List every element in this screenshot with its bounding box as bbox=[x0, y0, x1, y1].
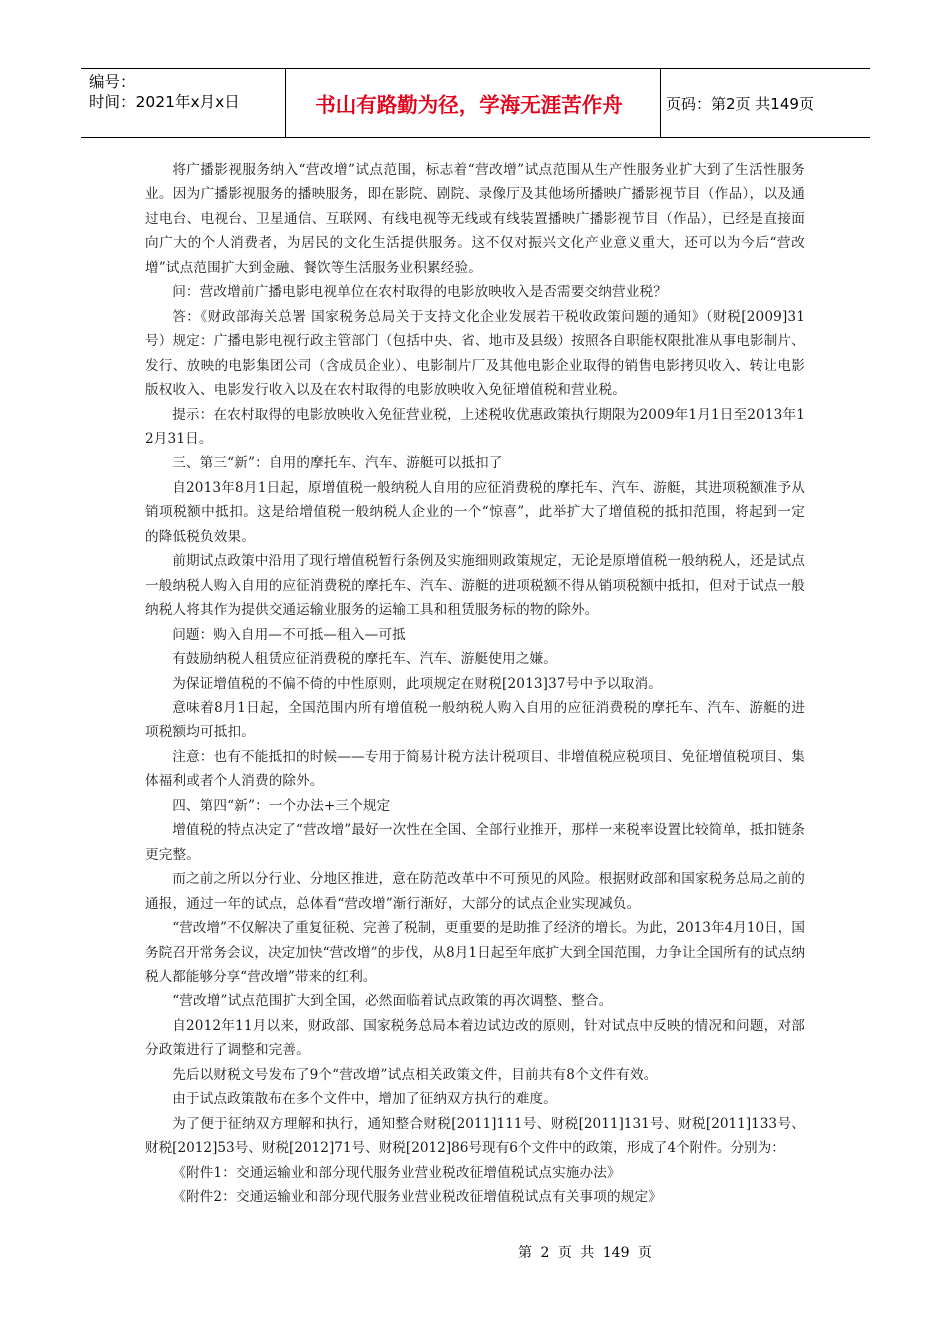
tip-paragraph: 提示：在农村取得的电影放映收入免征营业税，上述税收优惠政策执行期限为2009年1月1日至2013年12月31日。 bbox=[145, 406, 805, 447]
header-divider bbox=[660, 69, 661, 137]
footer-page-number: 第 2 页 共 149 页 bbox=[518, 1245, 652, 1261]
document-number-label: 编号： bbox=[89, 73, 136, 91]
paragraph: 先后以财税文号发布了9个“营改增”试点相关政策文件，目前共有8个文件有效。 bbox=[172, 1066, 658, 1083]
paragraph: 意味着8月1日起，全国范围内所有增值税一般纳税人购入自用的应征消费税的摩托车、汽车、游艇的进项税额均可抵扣。 bbox=[145, 699, 805, 741]
paragraph: 问题：购入自用—不可抵—租入—可抵 bbox=[172, 626, 406, 643]
section-heading: 四、第四“新”：一个办法+三个规定 bbox=[172, 797, 391, 814]
attachment-title: 《附件2：交通运输业和部分现代服务业营业税改征增值税试点有关事项的规定》 bbox=[172, 1189, 663, 1206]
paragraph: 为了便于征纳双方理解和执行，通知整合财税[2011]111号、财税[2011]131号、财税[2011]133号、财税[2012]53号、财税[2012]71号、财税[2012]86号现有6个文件中的政策，形成了4个附件。分别为： bbox=[145, 1115, 805, 1157]
answer-paragraph: 答：《财政部海关总署 国家税务总局关于支持文化企业发展若干税收政策问题的通知》（财税[2009]31号）规定：广播电影电视行政主管部门（包括中央、省、地市及县级）按照各自职能权限批准从事电影制片、发行、放映的电影集团公司（含成员企业）、电影制片厂及其他电影企业取得的销售电影拷贝收入、转让电影版权收入、电影发行收入以及在农村取得的电影放映收入免征增值税和营业税。 bbox=[145, 308, 805, 399]
paragraph: 而之前之所以分行业、分地区推进，意在防范改革中不可预见的风险。根据财政部和国家税务总局之前的通报，通过一年的试点，总体看“营改增”渐行渐好，大部分的试点企业实现减负。 bbox=[145, 871, 805, 912]
paragraph: 前期试点政策中沿用了现行增值税暂行条例及实施细则政策规定，无论是原增值税一般纳税人，还是试点一般纳税人购入自用的应征消费税的摩托车、汽车、游艇的进项税额不得从销项税额中抵扣，但对于试点一般纳税人将其作为提供交通运输业服务的运输工具和租赁服务标的物的除外。 bbox=[145, 553, 805, 619]
note-paragraph: 注意：也有不能抵扣的时候——专用于简易计税方法计税项目、非增值税应税项目、免征增值税项目、集体福利或者个人消费的除外。 bbox=[145, 748, 805, 790]
section-heading: 三、第三“新”：自用的摩托车、汽车、游艇可以抵扣了 bbox=[172, 455, 503, 472]
header-meta bbox=[89, 72, 284, 134]
page-header bbox=[81, 68, 870, 138]
header-motto: 书山有路勤为径，学海无涯苦作舟 bbox=[315, 93, 623, 117]
page-footer bbox=[0, 1242, 950, 1262]
paragraph: 有鼓励纳税人租赁应征消费税的摩托车、汽车、游艇使用之嫌。 bbox=[172, 651, 558, 668]
paragraph: “营改增”不仅解决了重复征税、完善了税制，更重要的是助推了经济的增长。为此，2013年4月10日，国务院召开常务会议，决定加快“营改增”的步伐，从8月1日起至年底扩大到全国范围，力争让全国所有的试点纳税人都能够分享“营改增”带来的红利。 bbox=[145, 920, 805, 985]
paragraph: 将广播影视服务纳入“营改增”试点范围，标志着“营改增”试点范围从生产性服务业扩大到了生活性服务业。因为广播影视服务的播映服务，即在影院、剧院、录像厅及其他场所播映广播影视节目（作品），以及通过电台、电视台、卫星通信、互联网、有线电视等无线或有线装置播映广播影视节目（作品），已经是直接面向广大的个人消费者，为居民的文化生活提供服务。这不仅对振兴文化产业意义重大，还可以为今后“营改增”试点范围扩大到金融、餐饮等生活服务业积累经验。 bbox=[145, 162, 805, 276]
attachment-title: 《附件1：交通运输业和部分现代服务业营业税改征增值税试点实施办法》 bbox=[172, 1164, 621, 1181]
paragraph: 由于试点政策散布在多个文件中，增加了征纳双方执行的难度。 bbox=[172, 1091, 558, 1108]
paragraph: 自2013年8月1日起，原增值税一般纳税人自用的应征消费税的摩托车、汽车、游艇，其进项税额准予从销项税额中抵扣。这是给增值税一般纳税人企业的一个“惊喜”，此举扩大了增值税的抵扣范围，将起到一定的降低税负效果。 bbox=[145, 479, 805, 545]
paragraph: “营改增”试点范围扩大到全国，必然面临着试点政策的再次调整、整合。 bbox=[172, 993, 613, 1010]
paragraph: 增值税的特点决定了“营改增”最好一次性在全国、全部行业推开，那样一来税率设置比较简单，抵扣链条更完整。 bbox=[145, 822, 805, 863]
question-paragraph: 问：营改增前广播电影电视单位在农村取得的电影放映收入是否需要交纳营业税？ bbox=[172, 284, 667, 301]
document-body bbox=[145, 158, 805, 1209]
paragraph: 为保证增值税的不偏不倚的中性原则，此项规定在财税[2013]37号中予以取消。 bbox=[172, 675, 662, 692]
paragraph: 自2012年11月以来，财政部、国家税务总局本着边试边改的原则，针对试点中反映的情况和问题，对部分政策进行了调整和完善。 bbox=[145, 1017, 805, 1059]
header-page-info: 页码：第2页 共149页 bbox=[666, 94, 814, 113]
document-date: 时间：2021年x月x日 bbox=[89, 93, 240, 111]
